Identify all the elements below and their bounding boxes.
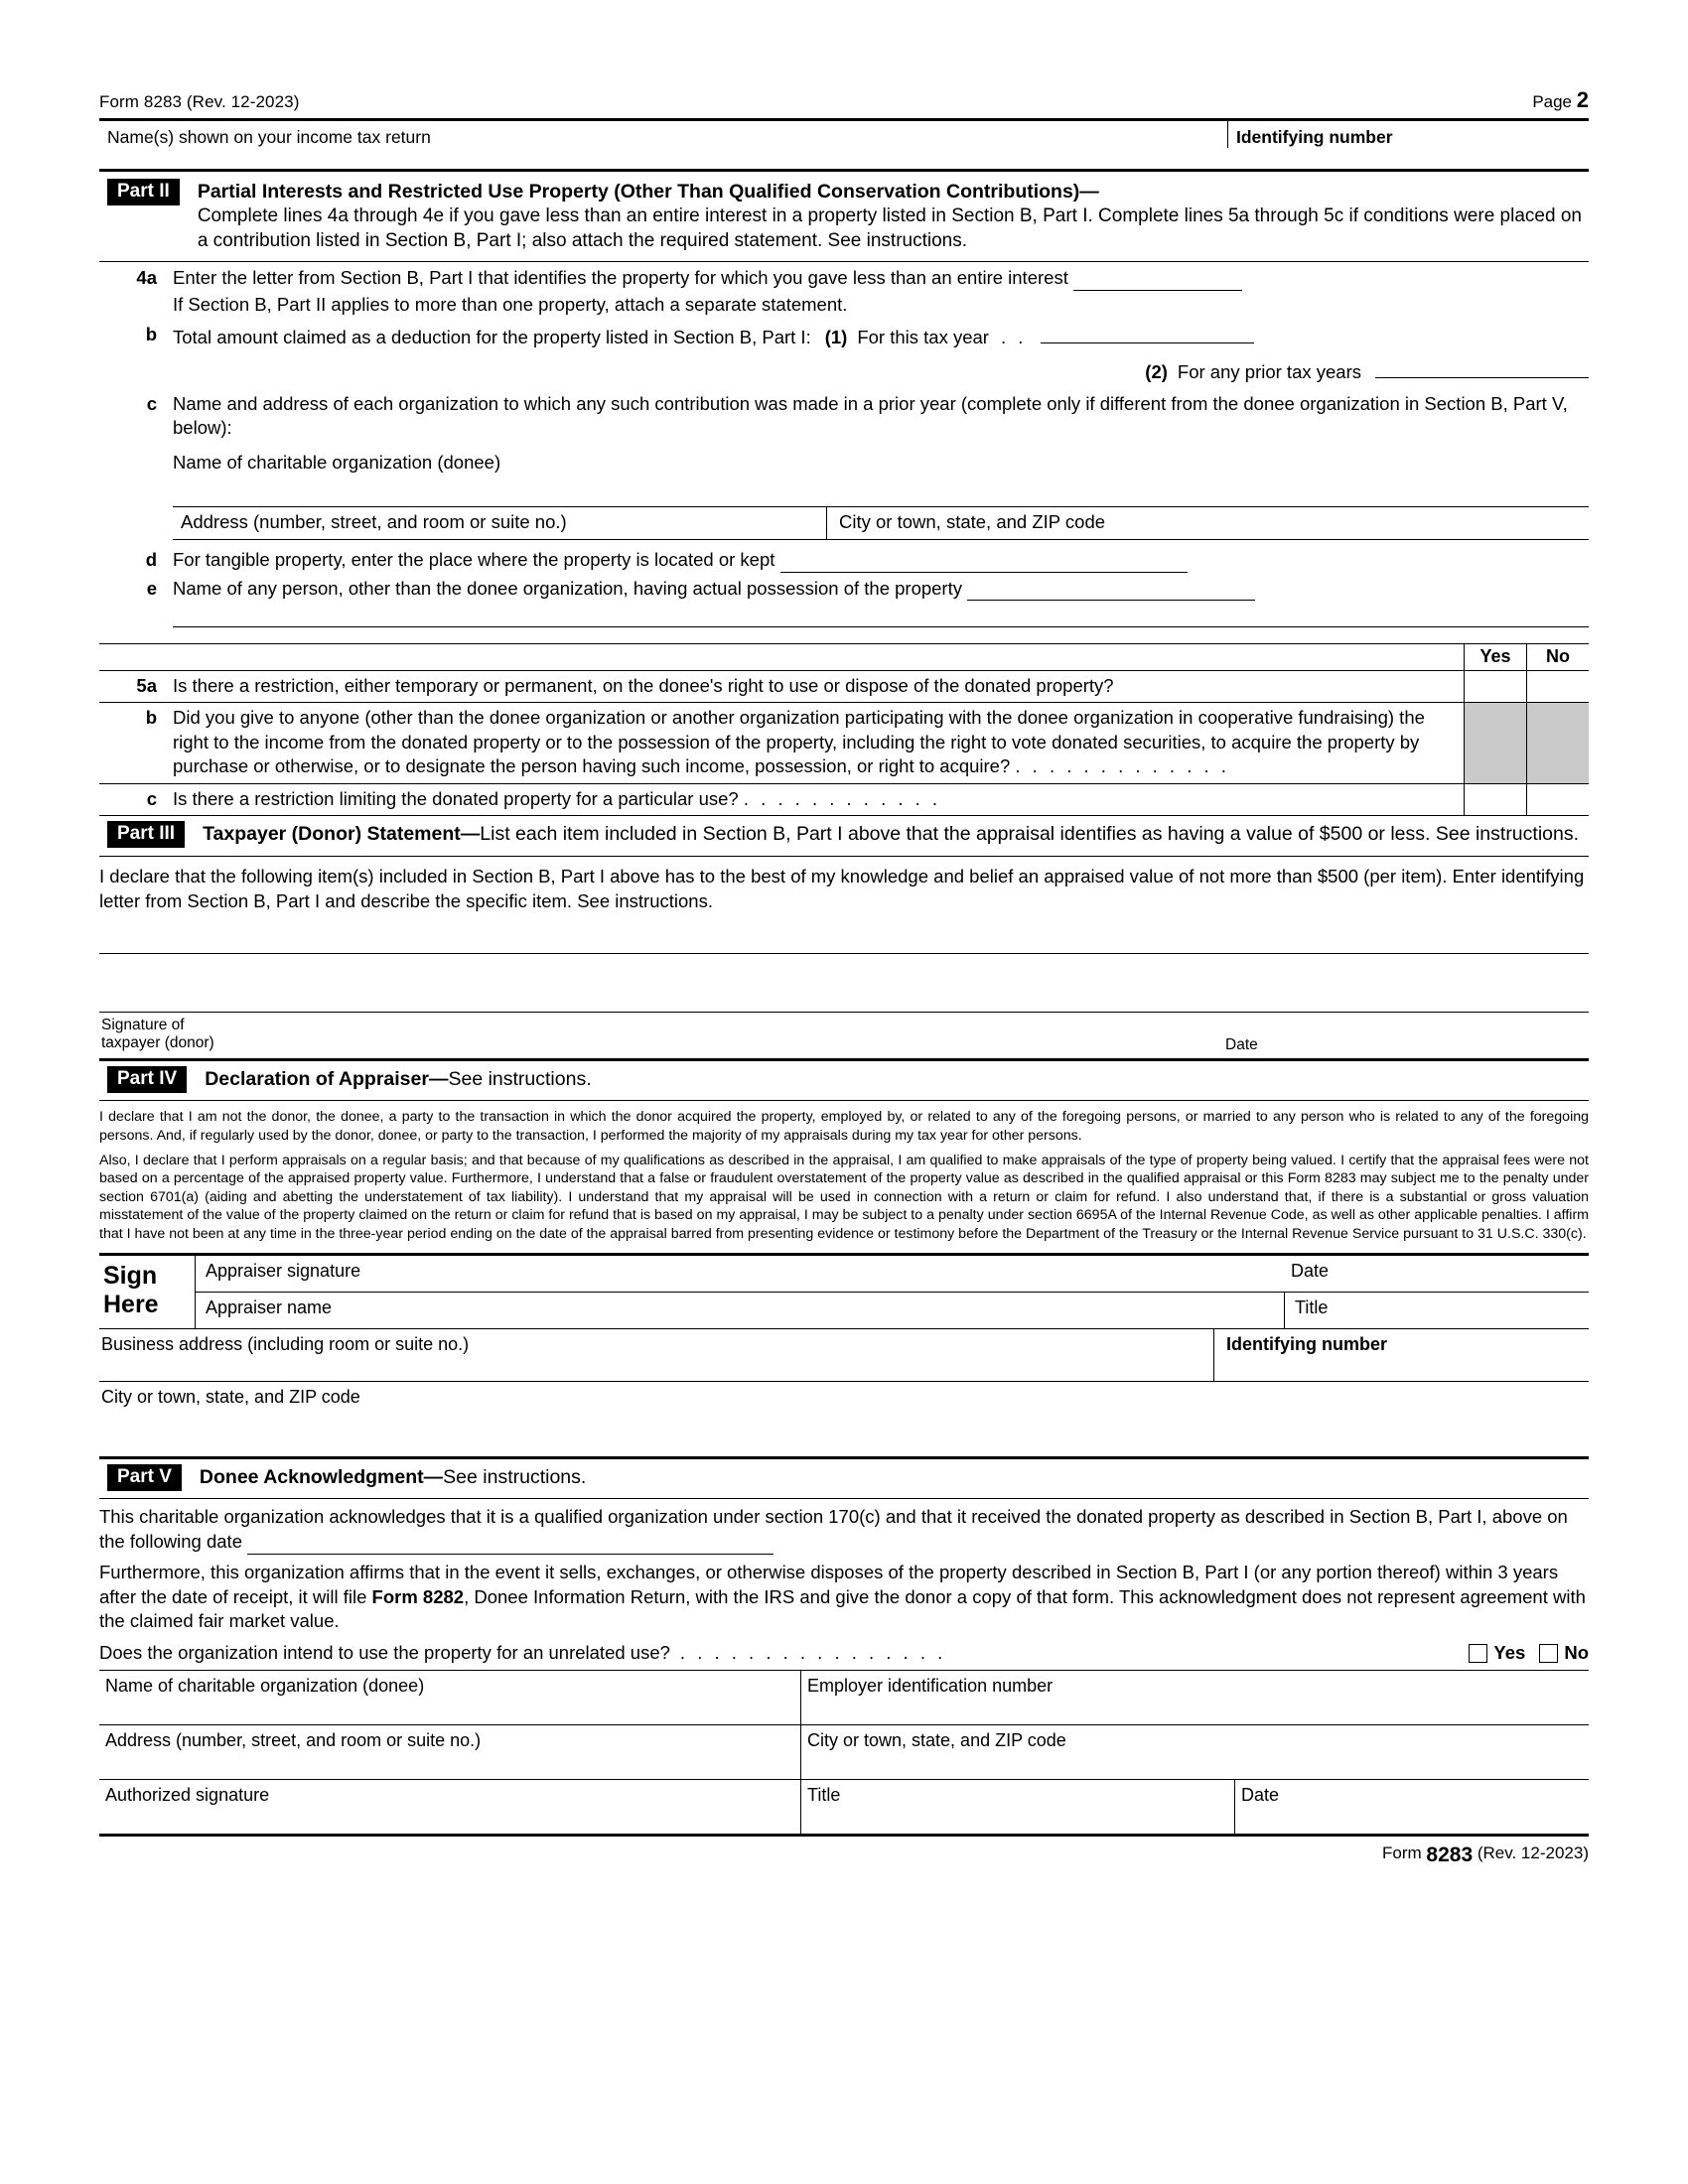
donee-address-label: Address (number, street, and room or suite no.): [181, 511, 567, 533]
line-5c-row: [99, 783, 1589, 815]
donee-paragraph-1: This charitable organization acknowledges that it is a qualified organization under section 170(c) and that it received the donated property as described in Section B, Part I, above on the following date: [99, 1506, 1568, 1552]
donee-name-label[interactable]: Name of charitable organization (donee): [173, 451, 501, 473]
part-2-subtitle: Complete lines 4a through 4e if you gave less than an entire interest in a property listed in Section B, Part I. Complete lines 5a through 5c if conditions were placed on a contribution listed in Section B, Part I; also attach the required statement. See instructions.: [197, 205, 1582, 251]
line-5b-row: [99, 702, 1589, 782]
signature-label-line2: taxpayer (donor): [101, 1034, 214, 1052]
part-3-title-block: [203, 821, 1579, 847]
names-field[interactable]: [99, 121, 1228, 148]
part-3-title-rest: List each item included in Section B, Part I above that the appraisal identifies as having a value of $500 or less. See instructions.: [480, 823, 1580, 846]
appraiser-name-label: Appraiser name: [206, 1297, 333, 1318]
donee-address-city-row: [99, 1724, 1589, 1779]
part-3-declaration: I declare that the following item(s) included in Section B, Part I above has to the best of my knowledge and belief an appraised value of not more than $500 (per item). Enter identifying letter from Section B, Part I and describe the specific item. See instructions.: [99, 865, 1585, 911]
yes-column-header: Yes: [1464, 644, 1526, 670]
part-4-tag: Part IV: [107, 1066, 187, 1093]
authorized-signature-label: Authorized signature: [105, 1785, 270, 1806]
line-4b-2-input[interactable]: [1375, 357, 1589, 378]
appraiser-date-label: Date: [1291, 1261, 1330, 1282]
form-sheet: [99, 87, 1589, 1867]
donee-title-label: Title: [807, 1785, 841, 1806]
part-5-banner: [99, 1456, 1589, 1491]
line-4e-label: e: [146, 577, 157, 599]
form-8282-reference: Form 8282: [371, 1585, 465, 1607]
line-5a-label: 5a: [136, 674, 157, 696]
part-3-signature-row: [99, 1012, 1589, 1058]
part-4-title-rest: See instructions.: [448, 1068, 592, 1091]
donee-ein-label: Employer identification number: [807, 1676, 1054, 1697]
donee-city-field-2[interactable]: [801, 1725, 1589, 1779]
sign-here-fields: [196, 1256, 1589, 1328]
part-2-title-block: [198, 179, 1589, 253]
appraiser-sign-here-block: [99, 1253, 1589, 1328]
line-4b-1-dots: . .: [1000, 327, 1027, 348]
line-4e: [99, 573, 1589, 601]
line-4a-note-row: [99, 291, 1589, 317]
line-5c-no-cell[interactable]: [1526, 784, 1589, 815]
donee-org-name-field[interactable]: [99, 1671, 801, 1724]
donee-city-label-2: City or town, state, and ZIP code: [807, 1730, 1066, 1751]
part-2-banner: [99, 172, 1589, 253]
footer-revision: (Rev. 12-2023): [1477, 1843, 1589, 1863]
appraiser-identifying-number-label: Identifying number: [1226, 1334, 1387, 1355]
appraiser-business-row: [99, 1328, 1589, 1381]
donee-paragraph-2-post: , Donee Information Return, with the IRS and give the donor a copy of that form. This acknowledgment does not represent agreement with the claimed fair market value.: [99, 1585, 1586, 1632]
no-column-header: No: [1526, 644, 1589, 670]
page-label: Page: [1532, 92, 1573, 111]
line-4c: [99, 384, 1589, 441]
donee-date-label: Date: [1241, 1785, 1280, 1806]
sign-here-line2: Here: [103, 1291, 159, 1318]
donee-paragraph-2-pre: Furthermore, this organization affirms that in the event it sells, exchanges, or otherwise disposes of the property described in Section B, Part I (or any portion thereof) within 3 years after the date of receipt, it will file: [99, 1561, 1559, 1607]
line-4b-1-text: For this tax year: [857, 327, 989, 348]
donee-address-row: [173, 507, 1589, 540]
part-5-title: Donee Acknowledgment—: [199, 1466, 444, 1489]
line-4a-input[interactable]: [1073, 270, 1242, 291]
line-4a: [99, 262, 1589, 290]
signature-label-line1: Signature of: [101, 1017, 185, 1034]
line-4c-label: c: [146, 392, 157, 414]
appraiser-paragraph-2: Also, I declare that I perform appraisals on a regular basis; and that because of my qualifications as described in the appraisal, I am qualified to make appraisals of the type of property being valued. I certify that the appraisal fees were not based on a percentage of the appraised property value. Furthermore, I understand that a false or fraudulent overstatement of the property value as described in the qualified appraisal or this Form 8283 may subject me to the penalty under section 6701(a) (aiding and abetting the understatement of tax liability). I understand that my appraisal will be used in connection with a return or claim for refund. I also understand that, if there is a substantial or gross valuation misstatement of the value of the property claimed on the return or claim for refund that is based on my appraisal, I may be subject to a penalty under section 6695A of the Internal Revenue Code, as well as other applicable penalties. I affirm that I have not been at any time in the three-year period ending on the date of the appraisal barred from presenting evidence or testimony before the Department of the Treasury or the Internal Revenue Service pursuant to 31 U.S.C. 330(c).: [99, 1152, 1589, 1242]
appraiser-paragraph-1: I declare that I am not the donor, the donee, a party to the transaction in which the donor acquired the property, employed by, or related to any of the foregoing persons, or married to any person who is related to any of the foregoing persons. And, if regularly used by the donor, donee, or party to the transaction, I performed the majority of my appraisals during my tax year for other persons.: [99, 1109, 1589, 1144]
unrelated-use-no-checkbox[interactable]: [1539, 1644, 1558, 1663]
line-5c-dots: . . . . . . . . . . . .: [743, 787, 941, 809]
sign-here-line1: Sign: [103, 1262, 158, 1291]
donee-name-spacer: [99, 451, 173, 475]
line-5b-question: [99, 703, 1464, 782]
unrelated-use-question: Does the organization intend to use the property for an unrelated use?: [99, 1642, 670, 1664]
line-4b-1-number: (1): [824, 327, 848, 348]
unrelated-use-dots: . . . . . . . . . . . . . . . .: [679, 1642, 946, 1664]
business-address-label: Business address (including room or suite no.): [101, 1334, 470, 1355]
line-4b-1-input[interactable]: [1041, 323, 1254, 343]
line-4e-wrap: [173, 577, 1589, 601]
part-5-title-block: [200, 1464, 586, 1490]
part-5-title-rest: See instructions.: [443, 1466, 587, 1489]
appraiser-signature-field[interactable]: [196, 1256, 1281, 1292]
line-4d-input[interactable]: [780, 553, 1188, 573]
donee-address-label-2: Address (number, street, and room or suite no.): [105, 1730, 482, 1751]
line-4e-text: Name of any person, other than the donee organization, having actual possession of the property: [173, 577, 962, 599]
part-5-tag: Part V: [107, 1464, 182, 1491]
line-5b-text-body: Did you give to anyone (other than the donee organization or another organization participating with the donee organization in cooperative fundraising) the right to the income from the donated property or to the possession of the property, including the right to vote donated securities, to acquire the property by purchase or otherwise, or to designate the person having such income, possession, or right to acquire?: [173, 707, 1425, 777]
yes-no-header: [99, 643, 1589, 670]
part-3-tag: Part III: [107, 821, 185, 848]
unrelated-use-no-label: No: [1564, 1642, 1589, 1664]
donee-date-field[interactable]: [1235, 1780, 1589, 1834]
unrelated-use-yes-checkbox[interactable]: [1469, 1644, 1487, 1663]
part-4-title: Declaration of Appraiser—: [205, 1068, 449, 1091]
line-5a-row: [99, 670, 1589, 702]
sign-here-label: [99, 1256, 196, 1328]
line-4e-input[interactable]: [967, 581, 1255, 601]
appraiser-name-field[interactable]: [196, 1293, 1284, 1328]
donee-paragraph-1-wrap: [99, 1499, 1589, 1555]
page-number-area: [1532, 87, 1589, 113]
line-5c-text-body: Is there a restriction limiting the donated property for a particular use?: [173, 787, 739, 809]
line-4d-text: For tangible property, enter the place where the property is located or kept: [173, 549, 775, 571]
page-number: 2: [1576, 87, 1589, 112]
donee-ein-field[interactable]: [801, 1671, 1589, 1724]
line-4a-label: 4a: [136, 267, 157, 289]
line-5a-text: Is there a restriction, either temporary or permanent, on the donee's right to use or dispose of the donated property?: [173, 674, 1114, 696]
taxpayer-name-row: [99, 118, 1589, 172]
names-label: Name(s) shown on your income tax return: [107, 127, 431, 147]
donee-info-grid: [99, 1670, 1589, 1837]
line-4d-wrap: [173, 548, 1589, 572]
donee-name-row: [99, 441, 1589, 475]
unrelated-use-yes-label: Yes: [1493, 1642, 1526, 1664]
part-3-banner: [99, 816, 1589, 848]
line-4a-note: If Section B, Part II applies to more than one property, attach a separate statement.: [173, 293, 848, 315]
line-5c-question: [99, 784, 1464, 815]
line-4b-2-number: (2): [1145, 360, 1168, 382]
appraiser-title-field[interactable]: [1284, 1293, 1589, 1328]
line-4a-note-spacer: [99, 293, 173, 317]
page-header: [99, 87, 1589, 118]
identifying-number-label: Identifying number: [1236, 127, 1393, 147]
line-4b-content: [173, 323, 1589, 384]
line-4b-label: b: [145, 324, 157, 345]
line-4b-2-text: For any prior tax years: [1177, 360, 1361, 382]
donee-address-field-2[interactable]: [99, 1725, 801, 1779]
form-identifier: Form 8283 (Rev. 12-2023): [99, 92, 300, 111]
donee-city-label: City or town, state, and ZIP code: [839, 511, 1106, 533]
line-4c-text: Name and address of each organization to which any such contribution was made in a prior year (complete only if different from the donee organization in Section B, Part V, below):: [173, 392, 1568, 439]
line-4d-label: d: [145, 549, 157, 571]
line-4a-text: Enter the letter from Section B, Part I that identifies the property for which you gave less than an entire interest: [173, 267, 1068, 289]
part-2-title: Partial Interests and Restricted Use Property (Other Than Qualified Conservation Contributions)—: [197, 181, 1099, 203]
page-footer: [99, 1837, 1589, 1867]
line-5c-label: c: [146, 787, 157, 809]
appraiser-city-label: City or town, state, and ZIP code: [101, 1387, 360, 1408]
line-5a-question: [99, 671, 1464, 702]
donee-paragraph-2: [99, 1555, 1589, 1634]
line-5b-label: b: [145, 707, 157, 729]
line-4e-underline: [173, 626, 1589, 627]
part-3-signature-area[interactable]: [99, 953, 1589, 1012]
donee-title-field[interactable]: [801, 1780, 1235, 1834]
donee-address-field[interactable]: [173, 507, 827, 539]
part-3-title: Taxpayer (Donor) Statement—: [203, 823, 481, 846]
appraiser-title-label: Title: [1295, 1297, 1329, 1318]
unrelated-use-question-row: [99, 1634, 1589, 1670]
donee-name-ein-row: [99, 1670, 1589, 1724]
business-address-field[interactable]: [99, 1329, 1214, 1381]
restrictions-table: [99, 643, 1589, 816]
authorized-signature-row: [99, 1779, 1589, 1834]
line-5a-yes-cell[interactable]: [1464, 671, 1526, 702]
taxpayer-signature-label: [99, 1013, 1213, 1058]
appraiser-city-field[interactable]: [99, 1381, 1589, 1431]
authorized-signature-field[interactable]: [99, 1780, 801, 1834]
line-5b-yes-cell: [1464, 703, 1526, 782]
part-2-tag: Part II: [107, 179, 180, 205]
part-4-banner: [99, 1058, 1589, 1093]
line-5a-no-cell[interactable]: [1526, 671, 1589, 702]
footer-form-number: 8283: [1426, 1843, 1474, 1867]
appraiser-date-field[interactable]: [1281, 1256, 1589, 1292]
line-4b-text: Total amount claimed as a deduction for the property listed in Section B, Part I:: [173, 327, 811, 348]
line-4d: [99, 540, 1589, 572]
donee-city-field[interactable]: [827, 507, 1589, 539]
line-4b: [99, 317, 1589, 384]
donee-date-received-input[interactable]: [247, 1535, 774, 1555]
line-5b-text: [173, 706, 1458, 778]
taxpayer-date-label: Date: [1225, 1036, 1258, 1054]
line-5c-yes-cell[interactable]: [1464, 784, 1526, 815]
donee-org-name-label: Name of charitable organization (donee): [105, 1676, 425, 1697]
part-4-title-block: [205, 1066, 591, 1092]
appraiser-signature-label: Appraiser signature: [206, 1261, 361, 1282]
line-5b-dots: . . . . . . . . . . . . .: [1015, 755, 1230, 777]
line-5b-no-cell: [1526, 703, 1589, 782]
footer-form-word: Form: [1382, 1843, 1422, 1863]
line-5c-text: [173, 787, 941, 811]
identifying-number-field[interactable]: [1228, 121, 1589, 148]
line-4a-text-wrap: [173, 266, 1589, 290]
appraiser-name-row: [196, 1293, 1589, 1328]
appraiser-identifying-number-field[interactable]: [1214, 1329, 1589, 1381]
appraiser-signature-row: [196, 1256, 1589, 1293]
